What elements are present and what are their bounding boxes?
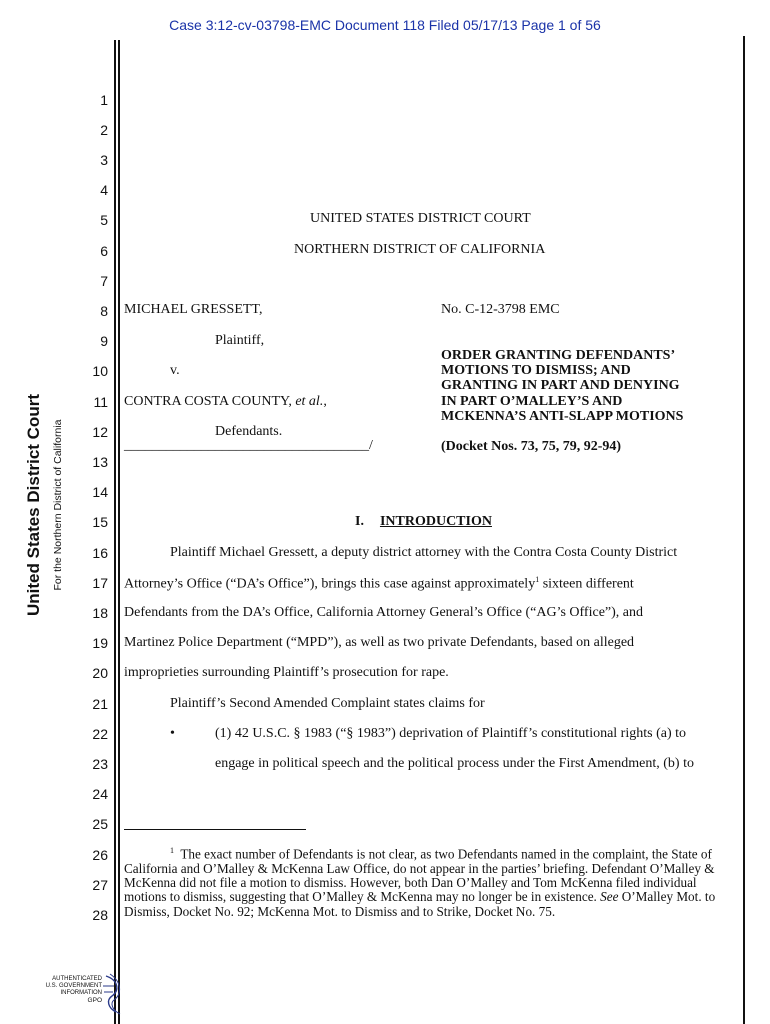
body-line xyxy=(124,575,634,593)
order-title-line: GRANTING IN PART AND DENYING xyxy=(441,378,680,394)
case-number: No. C-12-3798 EMC xyxy=(441,302,560,317)
defendant-name xyxy=(124,394,327,410)
line-number: 19 xyxy=(92,635,108,651)
line-number: 10 xyxy=(92,363,108,379)
line-number: 21 xyxy=(92,696,108,712)
line-number: 3 xyxy=(100,152,108,168)
line-number: 23 xyxy=(92,756,108,772)
defendant-name-text: CONTRA COSTA COUNTY, xyxy=(124,394,292,409)
line-number: 2 xyxy=(100,122,108,138)
line-number: 25 xyxy=(92,816,108,832)
body-text: sixteen different xyxy=(542,576,634,592)
gpo-line: AUTHENTICATED xyxy=(52,976,102,982)
body-line: Defendants from the DA’s Office, California Attorney General’s Office (“AG’s Office”), and xyxy=(124,605,643,620)
gpo-line: INFORMATION xyxy=(60,990,102,996)
plaintiff-role: Plaintiff, xyxy=(215,333,265,348)
footnote-see: See xyxy=(600,889,619,905)
line-number: 5 xyxy=(100,212,108,228)
eagle-seal-icon xyxy=(100,972,126,1016)
line-number: 9 xyxy=(100,333,108,349)
caption-rule: ___________________________________/ xyxy=(124,438,373,453)
gpo-authentication-seal xyxy=(40,976,102,1004)
footnote-text: The exact number of Defendants is not clear, as two Defendants named in the complaint, the State of California and O’Malley & McKenna Law Office, do not appear in the parties’ briefing. Defendant O’Malley & McKenna did not file a motion to dismiss. However, both Dan O’Malley and Tom McKenna filed individual motions to dismiss, suggesting that O’Malley & McKenna may no longer be in existence. xyxy=(124,846,715,905)
bullet-line: (1) 42 U.S.C. § 1983 (“§ 1983”) deprivation of Plaintiff’s constitutional rights (a) to xyxy=(215,726,687,741)
plaintiff-name: MICHAEL GRESSETT, xyxy=(124,302,263,317)
line-number: 26 xyxy=(92,847,108,863)
line-number: 22 xyxy=(92,726,108,742)
body-line: Martinez Police Department (“MPD”), as well as two private Defendants, based on alleged xyxy=(124,635,635,650)
bullet-marker: • xyxy=(170,726,175,741)
order-title-line: MOTIONS TO DISMISS; AND xyxy=(441,363,631,379)
et-al: et al. xyxy=(295,394,324,409)
order-title-line: ORDER GRANTING DEFENDANTS’ xyxy=(441,348,676,363)
line-number: 27 xyxy=(92,877,108,893)
line-number: 1 xyxy=(100,92,108,108)
line-number: 18 xyxy=(92,605,108,621)
footnote xyxy=(124,844,736,919)
left-margin-rule-inner xyxy=(118,40,120,1024)
section-heading xyxy=(355,514,492,530)
body-line: Plaintiff’s Second Amended Complaint states claims for xyxy=(170,696,485,711)
footnote-number: 1 xyxy=(170,846,174,855)
left-margin-rule-outer xyxy=(114,40,116,1024)
body-text: Attorney’s Office (“DA’s Office”), brings this case against approximately xyxy=(124,576,536,592)
body-line: improprieties surrounding Plaintiff’s prosecution for rape. xyxy=(124,665,449,680)
footnote-text: O’Malley Mot. to Dismiss, Docket No. 92; McKenna Mot. to Dismiss and to Strike, Docket No. 75. xyxy=(124,889,716,919)
bullet-line: engage in political speech and the political process under the First Amendment, (b) to xyxy=(215,756,694,771)
order-title-line: MCKENNA’S ANTI-SLAPP MOTIONS xyxy=(441,408,684,424)
defendant-role: Defendants. xyxy=(215,424,283,439)
defendant-comma: , xyxy=(323,394,327,409)
line-number: 16 xyxy=(92,545,108,561)
line-number: 4 xyxy=(100,182,108,198)
versus: v. xyxy=(170,363,180,378)
docket-numbers: (Docket Nos. 73, 75, 79, 92-94) xyxy=(441,439,622,454)
gpo-line: GPO xyxy=(87,997,102,1004)
line-number: 8 xyxy=(100,303,108,319)
order-title-line: IN PART O’MALLEY’S AND xyxy=(441,393,623,409)
gpo-line: U.S. GOVERNMENT xyxy=(45,983,102,989)
sidebar-court-name: United States District Court xyxy=(24,394,43,616)
order-title xyxy=(441,348,683,424)
court-name: UNITED STATES DISTRICT COURT xyxy=(310,211,531,226)
line-number: 28 xyxy=(92,907,108,923)
line-number: 12 xyxy=(92,424,108,440)
document-header: Case 3:12-cv-03798-EMC Document 118 Filed 05/17/13 Page 1 of 56 xyxy=(169,17,601,33)
line-number: 20 xyxy=(92,665,108,681)
right-margin-rule xyxy=(743,36,745,1024)
sidebar-district-name: For the Northern District of California xyxy=(52,419,64,591)
footnote-reference: 1 xyxy=(535,575,540,584)
body-line: Plaintiff Michael Gressett, a deputy district attorney with the Contra Costa County District xyxy=(170,545,678,560)
line-number: 6 xyxy=(100,243,108,259)
line-number: 14 xyxy=(92,484,108,500)
line-number: 24 xyxy=(92,786,108,802)
line-number: 17 xyxy=(92,575,108,591)
line-number: 13 xyxy=(92,454,108,470)
line-number: 11 xyxy=(93,394,108,410)
footnote-separator xyxy=(124,829,306,830)
section-number: I. xyxy=(355,514,364,529)
line-number: 15 xyxy=(92,514,108,530)
section-title: INTRODUCTION xyxy=(379,514,492,529)
court-district: NORTHERN DISTRICT OF CALIFORNIA xyxy=(294,242,546,257)
line-number: 7 xyxy=(100,273,108,289)
